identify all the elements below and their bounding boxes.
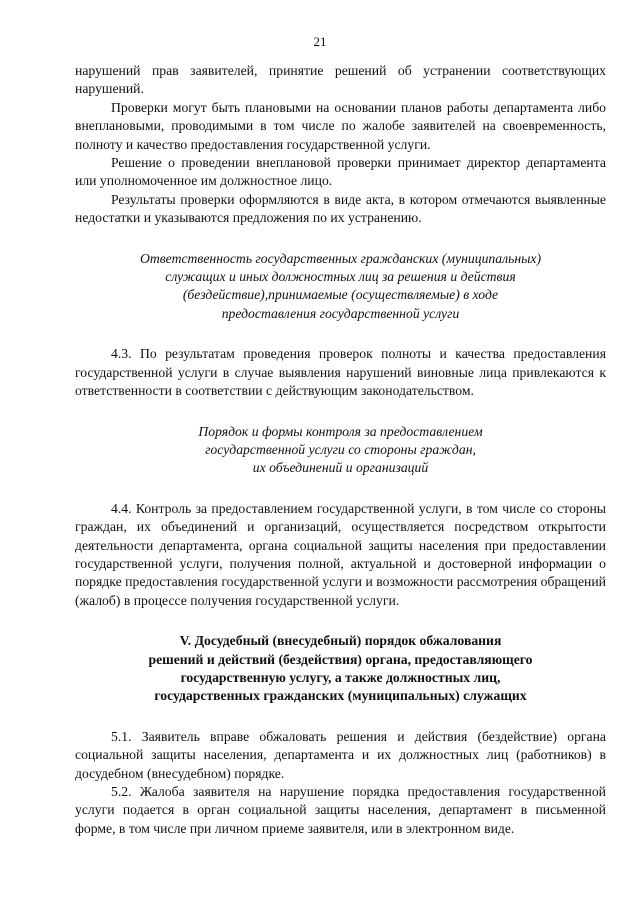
paragraph-5-2: 5.2. Жалоба заявителя на нарушение порядка предоставления государственной услуги подается в орган социальной защиты населения, департамент в письменной форме, в том числе при личном приеме заявителя, или в электронном виде. [75,784,606,836]
heading-section-v [75,632,606,706]
paragraph-continuation: нарушений прав заявителей, принятие решений об устранении соответствующих нарушений. [75,63,606,97]
heading-responsibility-line: служащих и иных должностных лиц за решения и действия [165,269,516,285]
paragraph-inspection-results: Результаты проверки оформляются в виде акта, в котором отмечаются выявленные недостатки и указываются предложения по их устранению. [75,191,606,226]
heading-section-v-line: решений и действий (бездействия) органа, предоставляющего [148,651,533,667]
heading-responsibility-line: Ответственность государственных гражданских (муниципальных) [139,250,542,266]
paragraph-inspections-types: Проверки могут быть плановыми на основании планов работы департамента либо внеплановыми, проводимыми в том числе по жалобе заявителей на своевременность, полноту и качество предоставления государственной услуги. [75,99,606,152]
heading-section-v-line: V. Досудебный (внесудебный) порядок обжалования [179,633,502,649]
heading-control [75,423,606,478]
paragraph-5-1: 5.1. Заявитель вправе обжаловать решения и действия (бездействие) органа социальной защиты населения, департамента и их должностных лиц (работников) в досудебном (внесудебном) порядке. [75,728,606,781]
paragraph-unscheduled-inspection: Решение о проведении внеплановой проверки принимает директор департамента или уполномоченное им должностное лицо. [75,155,606,189]
page-content [75,62,606,838]
paragraph-4-3: 4.3. По результатам проведения проверок полноты и качества предоставления государственной услуги в случае выявления нарушений виновные лица привлекаются к ответственности в соответствии с действующим законодательством. [75,346,606,399]
heading-responsibility [75,250,606,324]
heading-control-line: Порядок и формы контроля за предоставлением [198,423,483,439]
heading-section-v-line: государственную услугу, а также должностных лиц, [180,669,501,685]
heading-section-v-line: государственных гражданских (муниципальных) служащих [154,688,527,704]
paragraph-4-4: 4.4. Контроль за предоставлением государственной услуги, в том числе со стороны граждан, их объединений и организаций, осуществляется посредством открытости деятельности департамента, органа социальной защиты населения при предоставлении государственной услуги, получения полной, актуальной и достоверной информации о порядке предоставления государственной услуги и возможности рассмотрения обращений (жалоб) в процессе получения государственной услуги. [75,500,606,608]
page-number: 21 [313,34,327,49]
heading-responsibility-line: (бездействие),принимаемые (осуществляемые) в ходе [182,287,499,303]
heading-control-line: государственной услуги со стороны граждан, [205,441,476,457]
heading-responsibility-line: предоставления государственной услуги [221,305,460,321]
heading-control-line: их объединений и организаций [252,460,429,476]
